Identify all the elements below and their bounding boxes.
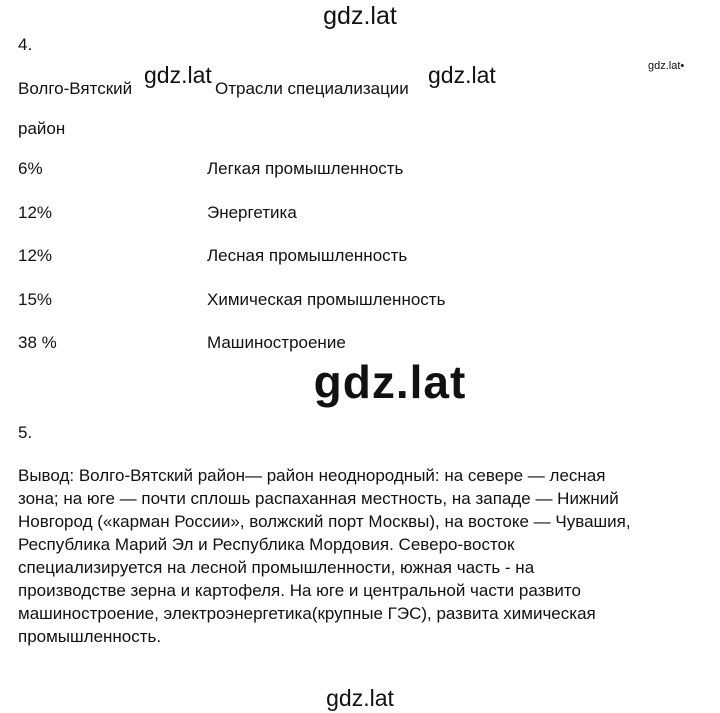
conclusion-line: зона; на юге — почти сплошь распаханная местность, на западе — Нижний xyxy=(18,489,619,508)
table-cell-industry: Лесная промышленность xyxy=(207,246,408,265)
table-cell-percent: 12% xyxy=(18,203,53,222)
table-cell-industry: Легкая промышленность xyxy=(207,159,404,178)
table-cell-industry: Химическая промышленность xyxy=(207,290,446,309)
section-number-5: 5. xyxy=(18,423,33,442)
table-cell-percent: 12% xyxy=(18,246,53,265)
conclusion-line: Новгород («карман России», волжский порт Москвы), на востоке — Чувашия, xyxy=(18,512,631,531)
watermark-top: gdz.lat xyxy=(323,2,397,30)
table-cell-percent: 15% xyxy=(18,290,53,309)
table-header-region-line2: район xyxy=(18,119,66,138)
table-cell-percent: 6% xyxy=(18,159,43,178)
watermark-large: gdz.lat xyxy=(313,356,467,408)
conclusion-line: производстве зерна и картофеля. На юге и центральной части развито xyxy=(18,581,581,600)
conclusion-line: Вывод: Волго-Вятский район— район неоднородный: на севере — лесная xyxy=(18,466,606,485)
section-number-4: 4. xyxy=(18,35,33,54)
watermark-small: gdz.lat• xyxy=(648,60,685,72)
table-header-region-line1: Волго-Вятский xyxy=(18,79,133,98)
table-cell-percent: 38 % xyxy=(18,333,57,352)
watermark-inline-1: gdz.lat xyxy=(144,62,212,88)
conclusion-line: специализируется на лесной промышленности, южная часть - на xyxy=(18,558,535,577)
table-cell-industry: Энергетика xyxy=(207,203,297,222)
conclusion-line: Республика Марий Эл и Республика Мордовия. Северо-восток xyxy=(18,535,515,554)
conclusion-line: машиностроение, электроэнергетика(крупные ГЭС), развита химическая xyxy=(18,604,596,623)
watermark-inline-2: gdz.lat xyxy=(428,62,496,88)
table-header-industries: Отрасли специализации xyxy=(215,79,409,98)
table-cell-industry: Машиностроение xyxy=(207,333,346,352)
conclusion-line: промышленность. xyxy=(18,627,162,646)
watermark-bottom: gdz.lat xyxy=(326,685,394,711)
conclusion-paragraph xyxy=(18,464,714,648)
